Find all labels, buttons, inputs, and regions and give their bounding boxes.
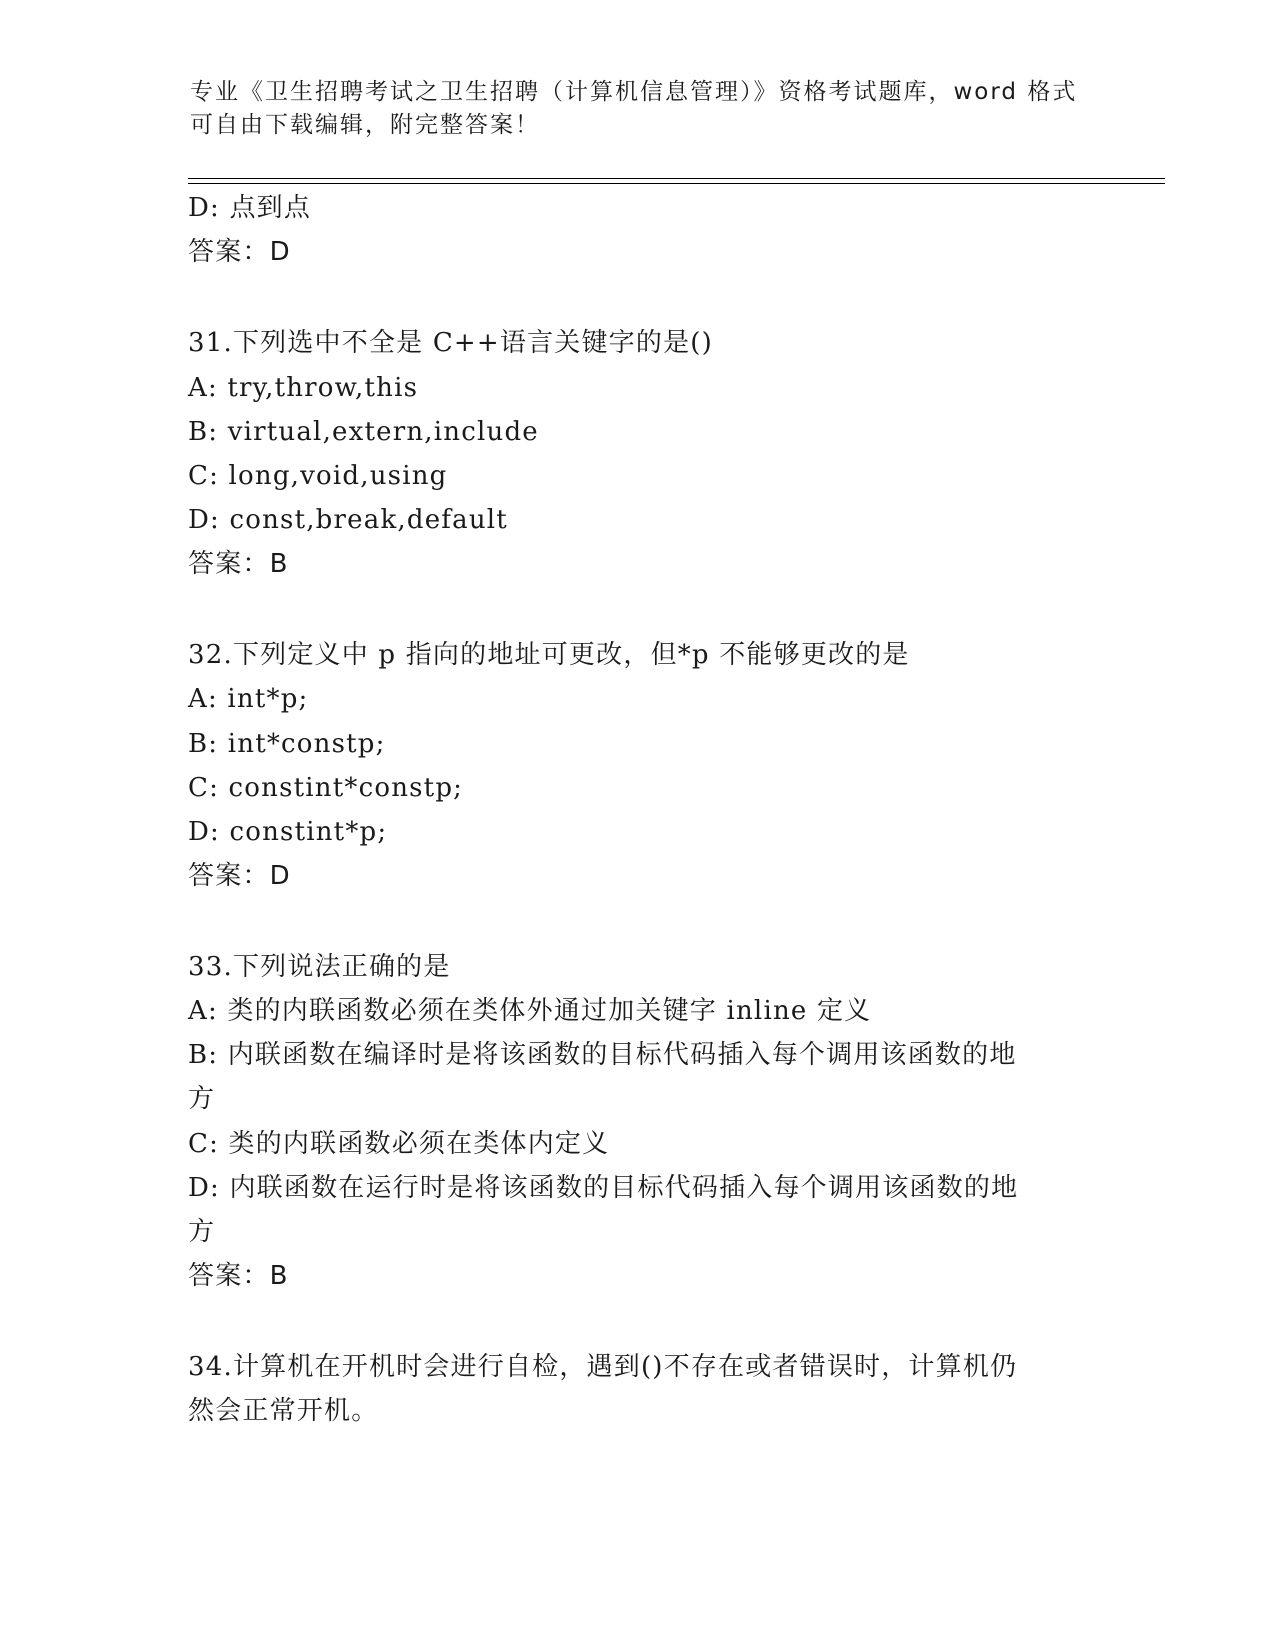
q32-answer: 答案：D bbox=[188, 861, 291, 891]
q33-stem: 33.下列说法正确的是 bbox=[188, 952, 451, 982]
q32-option-a: A: int*p; bbox=[188, 684, 309, 714]
document-header bbox=[190, 76, 1090, 142]
q33-option-c: C: 类的内联函数必须在类体内定义 bbox=[188, 1129, 610, 1159]
q31-option-d: D: const,break,default bbox=[188, 505, 508, 535]
q33-option-b: B: 内联函数在编译时是将该函数的目标代码插入每个调用该函数的地 bbox=[188, 1040, 1017, 1070]
q31-option-c: C: long,void,using bbox=[188, 461, 448, 491]
q32-option-b: B: int*constp; bbox=[188, 729, 386, 759]
q31-answer: 答案：B bbox=[188, 549, 289, 579]
q34-stem: 34.计算机在开机时会进行自检，遇到()不存在或者错误时，计算机仍 bbox=[188, 1352, 1018, 1382]
header-divider-bottom bbox=[188, 183, 1165, 184]
header-line-2: 可自由下载编辑，附完整答案！ bbox=[190, 112, 540, 138]
q30-option-d: D: 点到点 bbox=[188, 193, 312, 223]
q31-stem: 31.下列选中不全是 C++语言关键字的是() bbox=[188, 328, 713, 358]
q32-stem: 32.下列定义中 p 指向的地址可更改，但*p 不能够更改的是 bbox=[188, 640, 910, 670]
q30-answer: 答案：D bbox=[188, 237, 291, 267]
q33-option-d-continued: 方 bbox=[188, 1217, 216, 1247]
q33-option-b-continued: 方 bbox=[188, 1084, 216, 1114]
q33-option-a: A: 类的内联函数必须在类体外通过加关键字 inline 定义 bbox=[188, 996, 872, 1026]
q32-option-c: C: constint*constp; bbox=[188, 773, 464, 803]
q33-option-d: D: 内联函数在运行时是将该函数的目标代码插入每个调用该函数的地 bbox=[188, 1173, 1019, 1203]
q32-option-d: D: constint*p; bbox=[188, 817, 388, 847]
q31-option-a: A: try,throw,this bbox=[188, 373, 419, 403]
q33-answer: 答案：B bbox=[188, 1261, 289, 1291]
q31-option-b: B: virtual,extern,include bbox=[188, 417, 539, 447]
header-divider-top bbox=[188, 178, 1165, 179]
q34-stem-continued: 然会正常开机。 bbox=[188, 1396, 379, 1426]
header-line-1: 专业《卫生招聘考试之卫生招聘（计算机信息管理）》资格考试题库，word 格式 bbox=[190, 79, 1078, 105]
